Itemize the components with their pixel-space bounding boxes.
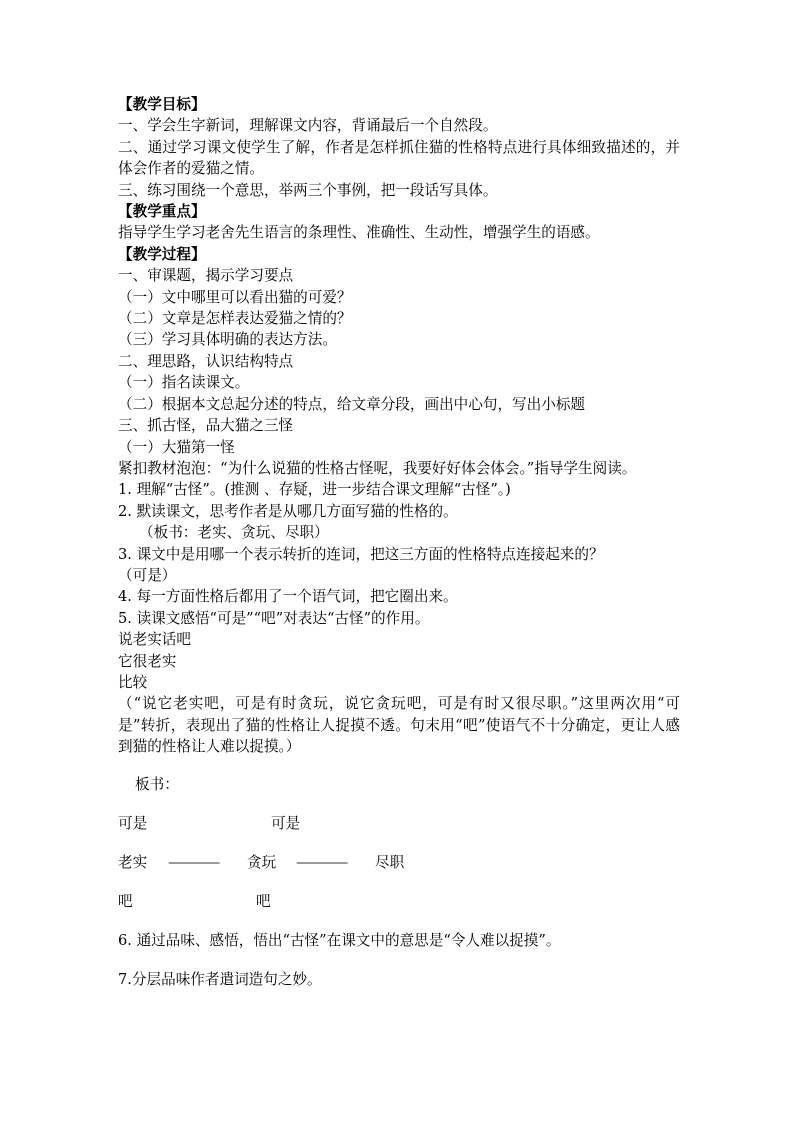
board-kesh-1: 可是 (118, 815, 148, 832)
process-step-2b: （二）根据本文总起分述的特点，给文章分段，画出中心句，写出小标题 (118, 395, 586, 413)
process-step-1c: （三）学习具体明确的表达方法。 (118, 331, 337, 349)
substep-1: 1. 理解“古怪”。(推测 、存疑，进一步结合课文理解“古怪”。) (118, 481, 511, 499)
substep-2: 2. 默读课文，思考作者是从哪几方面写猫的性格的。 (118, 502, 458, 520)
process-step-1a: （一）文中哪里可以看出猫的可爱？ (118, 288, 352, 306)
board-ba-2: 吧 (256, 893, 271, 910)
substep-2-note: （板书：老实、贪玩、尽职） (139, 524, 329, 542)
focus-text: 指导学生学习老舍先生语言的条理性、准确性、生动性，增强学生的语感。 (118, 224, 600, 242)
process-step-3a: （一）大猫第一怪 (118, 438, 235, 456)
process-step-3: 三、抓古怪，品大猫之三怪 (118, 417, 294, 435)
board-row-3 (118, 891, 680, 912)
document-page (118, 94, 680, 991)
compare-label: 比较 (118, 673, 148, 691)
board-dash-1: ———— (168, 854, 219, 871)
process-heading: 【教学过程】 (118, 245, 206, 263)
process-intro: 紧扣教材泡泡：“为什么说猫的性格古怪呢，我要好好体会体会。”指导学生阅读。 (118, 459, 637, 477)
board-row-2 (118, 852, 680, 873)
process-step-2a: （一）指名读课文。 (118, 374, 250, 392)
substep-3-answer: （可是） (118, 566, 177, 584)
board-tanwan: 贪玩 (247, 854, 277, 871)
focus-heading: 【教学重点】 (118, 203, 206, 221)
substep-5: 5. 读课文感悟“可是”“吧”对表达“古怪”的作用。 (118, 609, 430, 627)
substep-7: 7.分层品味作者遣词造句之妙。 (118, 971, 322, 989)
substep-3: 3. 课文中是用哪一个表示转折的连词，把这三方面的性格特点连接起来的？ (118, 545, 604, 563)
compare-line-2: 它很老实 (118, 652, 177, 670)
goal-1: 一、学会生字新词，理解课文内容，背诵最后一个自然段。 (118, 117, 498, 135)
process-step-1: 一、审课题，揭示学习要点 (118, 267, 294, 285)
board-kesh-2: 可是 (271, 815, 301, 832)
process-step-1b: （二）文章是怎样表达爱猫之情的？ (118, 310, 352, 328)
board-row-1 (118, 813, 680, 834)
board-label: 板书： (135, 775, 179, 793)
board-laoshi: 老实 (118, 854, 148, 871)
process-step-2: 二、理思路，认识结构特点 (118, 352, 294, 370)
board-ba-1: 吧 (118, 893, 133, 910)
board-jinzhi: 尽职 (375, 854, 405, 871)
substep-4: 4. 每一方面性格后都用了一个语气词，把它圈出来。 (118, 588, 458, 606)
board-dash-2: ———— (296, 854, 347, 871)
explanation-paragraph: （“说它老实吧，可是有时贪玩，说它贪玩吧，可是有时又很尽职。”这里两次用“可是”转折，表现出了猫的性格让人捉摸不透。句末用“吧”使语气不十分确定，更让人感到猫的性格让人难以捉摸。） (118, 695, 680, 756)
goal-3: 三、练习围绕一个意思，举两三个事例，把一段话写具体。 (118, 181, 498, 199)
substep-6: 6. 通过品味、感悟，悟出“古怪”在课文中的意思是“令人难以捉摸”。 (118, 932, 561, 949)
goals-heading: 【教学目标】 (118, 96, 206, 113)
goal-2: 二、通过学习课文使学生了解，作者是怎样抓住猫的性格特点进行具体细致描述的，并体会作者的爱猫之情。 (118, 138, 680, 178)
compare-line-1: 说老实话吧 (118, 631, 191, 649)
